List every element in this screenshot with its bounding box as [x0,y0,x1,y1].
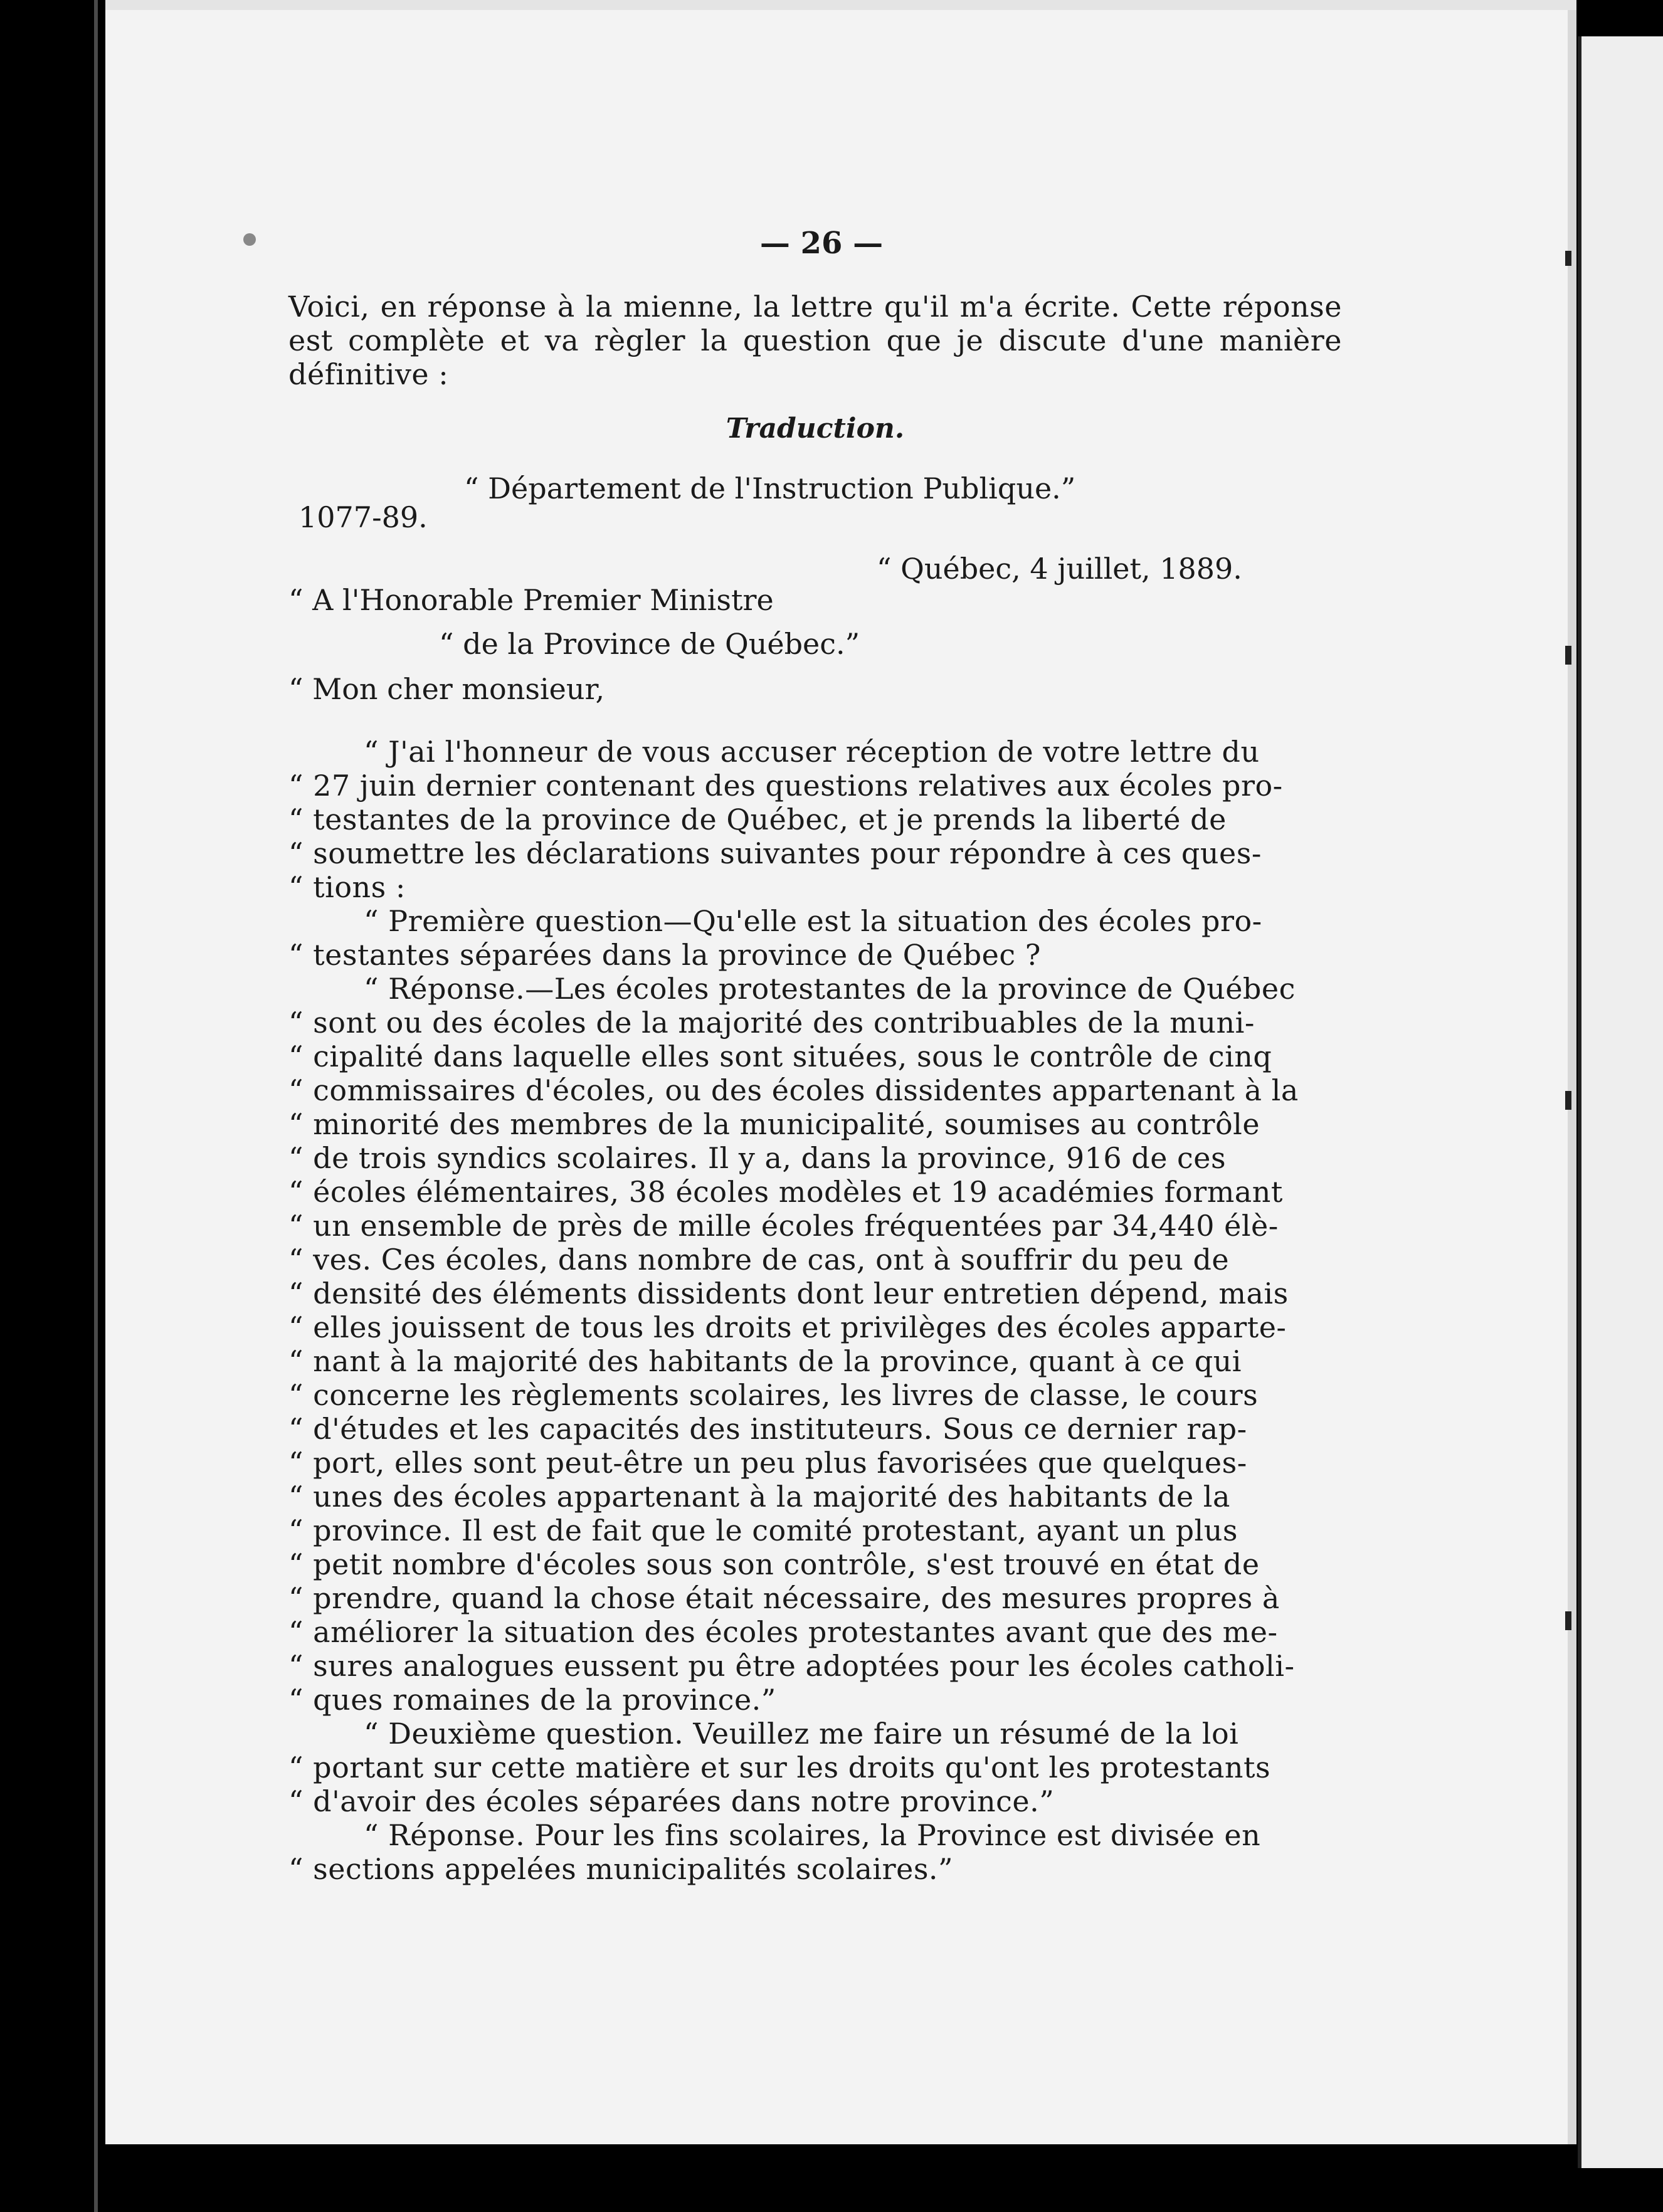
department-line: “ Département de l'Instruction Publique.” [464,471,1076,505]
body-line: “ améliorer la situation des écoles protestantes avant que des me- [288,1615,1278,1649]
body-line: “ de trois syndics scolaires. Il y a, dans la province, 916 de ces [288,1141,1227,1175]
body-line: “ prendre, quand la chose était nécessaire, des mesures propres à [288,1581,1280,1615]
body-line: “ Deuxième question. Veuillez me faire un résumé de la loi [364,1717,1239,1751]
body-line: “ petit nombre d'écoles sous son contrôle, s'est trouvé en état de [288,1547,1260,1581]
body-line: “ concerne les règlements scolaires, les livres de classe, le cours [288,1378,1259,1412]
address-line-2: “ de la Province de Québec.” [439,627,860,661]
body-line: “ tions : [288,870,406,904]
body-line: “ minorité des membres de la municipalité, soumises au contrôle [288,1107,1260,1141]
body-line: “ d'avoir des écoles séparées dans notre province.” [288,1784,1055,1818]
address-line-1: “ A l'Honorable Premier Ministre [288,583,774,617]
body-line: “ sections appelées municipalités scolaires.” [288,1852,954,1886]
next-page-edge [1578,36,1663,2168]
edge-mark [1565,251,1571,266]
reference-number: 1077-89. [298,500,428,534]
body-line: “ sont ou des écoles de la majorité des contribuables de la muni- [288,1006,1255,1040]
body-line: “ testantes séparées dans la province de Québec ? [288,938,1041,972]
punch-hole-dot [243,233,256,246]
body-line: “ port, elles sont peut-être un peu plus favorisées que quelques- [288,1446,1247,1480]
letter-body [288,735,1342,1886]
intro-paragraph: Voici, en réponse à la mienne, la lettre qu'il m'a écrite. Cette réponse est complète et va règler la question que je discute d'une manière définitive : [288,290,1342,391]
body-line: “ d'études et les capacités des instituteurs. Sous ce dernier rap- [288,1412,1247,1446]
page-number: — 26 — [759,226,884,261]
body-line: “ soumettre les déclarations suivantes pour répondre à ces ques- [288,836,1262,870]
body-line: “ Réponse.—Les écoles protestantes de la province de Québec [364,972,1296,1006]
traduction-heading: Traduction. [726,413,905,445]
scan-edge-left [94,0,98,2212]
body-line: “ un ensemble de près de mille écoles fréquentées par 34,440 élè- [288,1209,1279,1243]
salutation: “ Mon cher monsieur, [288,672,605,706]
edge-mark [1565,646,1571,665]
body-line: “ 27 juin dernier contenant des questions relatives aux écoles pro- [288,769,1283,803]
page-top-strip [105,0,1576,10]
body-line: “ unes des écoles appartenant à la majorité des habitants de la [288,1480,1230,1514]
body-line: “ densité des éléments dissidents dont leur entretien dépend, mais [288,1277,1289,1310]
body-line: “ ves. Ces écoles, dans nombre de cas, ont à souffrir du peu de [288,1243,1230,1277]
dateline: “ Québec, 4 juillet, 1889. [877,552,1242,586]
body-line: “ elles jouissent de tous les droits et privilèges des écoles apparte- [288,1310,1287,1344]
body-line: “ Première question—Qu'elle est la situation des écoles pro- [364,904,1262,938]
edge-mark [1565,1091,1571,1110]
body-line: “ portant sur cette matière et sur les droits qu'ont les protestants [288,1751,1271,1784]
body-line: “ cipalité dans laquelle elles sont situées, sous le contrôle de cinq [288,1040,1272,1073]
body-line: “ province. Il est de fait que le comité protestant, ayant un plus [288,1514,1238,1547]
body-line: “ ques romaines de la province.” [288,1683,776,1717]
body-line: “ écoles élémentaires, 38 écoles modèles et 19 académies formant [288,1175,1283,1209]
body-line: “ nant à la majorité des habitants de la province, quant à ce qui [288,1344,1242,1378]
body-line: “ Réponse. Pour les fins scolaires, la Province est divisée en [364,1818,1261,1852]
body-line: “ J'ai l'honneur de vous accuser réception de votre lettre du [364,735,1260,769]
body-line: “ testantes de la province de Québec, et je prends la liberté de [288,803,1227,836]
body-line: “ commissaires d'écoles, ou des écoles dissidentes appartenant à la [288,1073,1299,1107]
edge-mark [1565,1611,1571,1630]
body-line: “ sures analogues eussent pu être adoptées pour les écoles catholi- [288,1649,1295,1683]
